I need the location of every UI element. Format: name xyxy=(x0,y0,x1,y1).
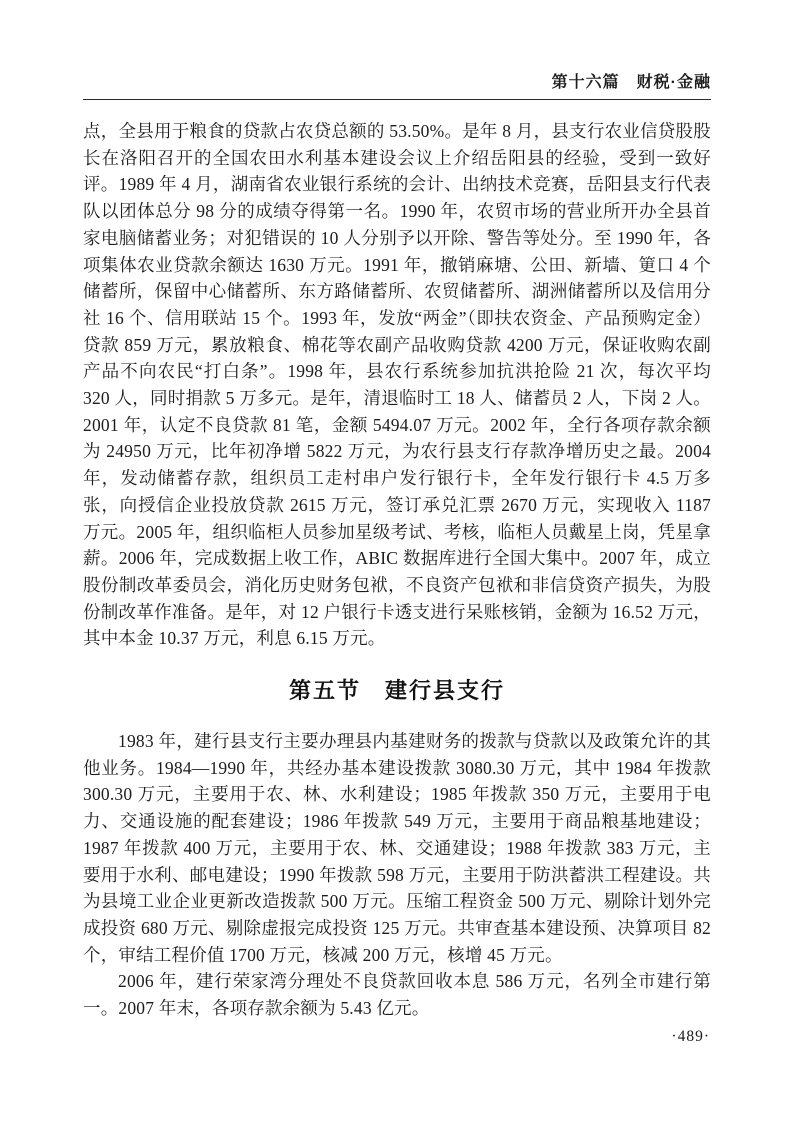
body-text xyxy=(83,118,711,1022)
paragraph-construction-bank-2006: 2006 年，建行荣家湾分理处不良贷款回收本息 586 万元，名列全市建行第一。2007 年末，各项存款余额为 5.43 亿元。 xyxy=(83,971,711,1019)
paragraph-agricultural-bank-history: 点，全县用于粮食的贷款占农贷总额的 53.50%。是年 8 月，县支行农业信贷股股长在洛阳召开的全国农田水利基本建设会议上介绍岳阳县的经验，受到一致好评。1989 年 4 月，湖南省农业银行系统的会计、出纳技术竞赛，岳阳县支行代表队以团体总分 98 分的成绩夺得第一名。1990 年，农贸市场的营业所开办全县首家电脑储蓄业务；对犯错误的 10 人分别予以开除、警告等处分。至 1990 年，各项集体农业贷款余额达 1630 万元。1991 年，撤销麻塘、公田、新墙、筻口 4 个储蓄所，保留中心储蓄所、东方路储蓄所、农贸储蓄所、湖洲储蓄所以及信用分社 16 个、信用联站 15 个。1993 年，发放“两金”（即扶农资金、产品预购定金）贷款 859 万元，累放粮食、棉花等农副产品收购贷款 4200 万元，保证收购农副产品不向农民“打白条”。1998 年，县农行系统参加抗洪抢险 21 次，每次平均 320 人，同时捐款 5 万多元。是年，清退临时工 18 人、储蓄员 2 人，下岗 2 人。2001 年，认定不良贷款 81 笔，金额 5494.07 万元。2002 年，全行各项存款余额为 24950 万元，比年初净增 5822 万元，为农行县支行存款净增历史之最。2004 年，发动储蓄存款，组织员工走村串户发行银行卡，全年发行银行卡 4.5 万多张，向授信企业投放贷款 2615 万元，签订承兑汇票 2670 万元，实现收入 1187 万元。2005 年，组织临柜人员参加星级考试、考核，临柜人员戴星上岗，凭星拿薪。2006 年，完成数据上收工作，ABIC 数据库进行全国大集中。2007 年，成立股份制改革委员会，消化历史财务包袱，不良资产包袱和非信贷资产损失，为股份制改革作准备。是年，对 12 户银行卡透支进行呆账核销，金额为 16.52 万元，其中本金 10.37 万元，利息 6.15 万元。 xyxy=(83,121,711,649)
paragraph-construction-bank-history: 1983 年，建行县支行主要办理县内基建财务的拨款与贷款以及政策允许的其他业务。1984—1990 年，共经办基本建设拨款 3080.30 万元，其中 1984 年拨款 300.30 万元，主要用于农、林、水利建设；1985 年拨款 350 万元，主要用于电力、交通设施的配套建设；1986 年拨款 549 万元，主要用于商品粮基地建设；1987 年拨款 400 万元，主要用于农、林、交通建设；1988 年拨款 383 万元，主要用于水利、邮电建设；1990 年拨款 598 万元，主要用于防洪蓄洪工程建设。共为县境工业企业更新改造拨款 500 万元。压缩工程资金 500 万元、剔除计划外完成投资 680 万元、剔除虚报完成投资 125 万元。共审查基本建设预、决算项目 82 个，审结工程价值 1700 万元，核减 200 万元，核增 45 万元。 xyxy=(83,731,711,965)
header-rule xyxy=(83,99,711,100)
page-number: ·489· xyxy=(671,1028,710,1045)
section-heading: 第五节 建行县支行 xyxy=(288,678,505,704)
running-header-title: 第十六篇 财税·金融 xyxy=(551,74,711,91)
text-column xyxy=(83,0,711,1022)
